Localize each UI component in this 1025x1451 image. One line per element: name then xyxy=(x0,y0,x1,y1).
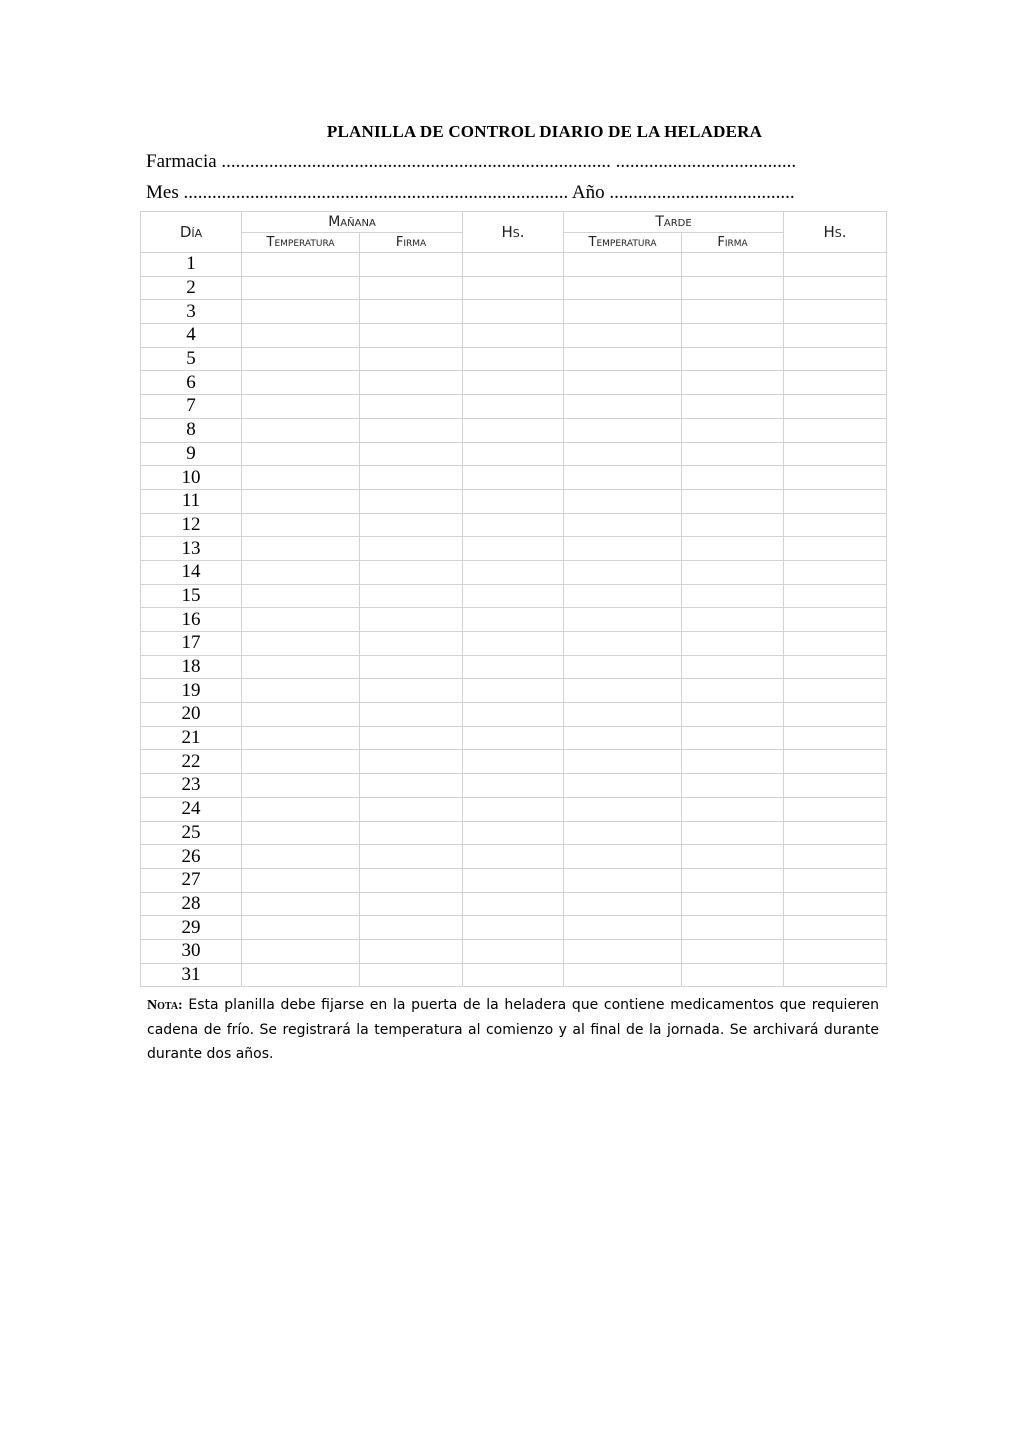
day-number: 27 xyxy=(141,868,242,892)
table-row xyxy=(141,253,887,277)
firma-tarde-cell[interactable] xyxy=(682,537,784,561)
firma-manana-cell[interactable] xyxy=(360,797,463,821)
temperatura-manana-cell[interactable] xyxy=(242,963,360,987)
hs-tarde-cell[interactable] xyxy=(784,750,887,774)
hs-manana-cell[interactable] xyxy=(463,300,564,324)
table-row xyxy=(141,560,887,584)
temperatura-tarde-cell[interactable] xyxy=(564,632,682,656)
firma-tarde-cell[interactable] xyxy=(682,892,784,916)
temperatura-tarde-cell[interactable] xyxy=(564,821,682,845)
temperatura-tarde-cell[interactable] xyxy=(564,868,682,892)
hs-tarde-cell[interactable] xyxy=(784,655,887,679)
temperatura-tarde-cell[interactable] xyxy=(564,513,682,537)
temperatura-tarde-cell[interactable] xyxy=(564,679,682,703)
hs-manana-cell[interactable] xyxy=(463,513,564,537)
temperatura-tarde-cell[interactable] xyxy=(564,726,682,750)
firma-tarde-cell[interactable] xyxy=(682,347,784,371)
temperatura-manana-cell[interactable] xyxy=(242,726,360,750)
firma-tarde-cell[interactable] xyxy=(682,560,784,584)
firma-manana-cell[interactable] xyxy=(360,489,463,513)
firma-manana-cell[interactable] xyxy=(360,845,463,869)
hs-tarde-cell[interactable] xyxy=(784,347,887,371)
temperatura-tarde-cell[interactable] xyxy=(564,892,682,916)
firma-manana-cell[interactable] xyxy=(360,442,463,466)
hs-tarde-cell[interactable] xyxy=(784,726,887,750)
temperatura-manana-cell[interactable] xyxy=(242,395,360,419)
temperatura-tarde-cell[interactable] xyxy=(564,916,682,940)
header-temperatura-tarde: Temperatura xyxy=(564,233,682,253)
hs-tarde-cell[interactable] xyxy=(784,632,887,656)
day-number: 21 xyxy=(141,726,242,750)
table-row xyxy=(141,892,887,916)
temperatura-manana-cell[interactable] xyxy=(242,939,360,963)
temperatura-tarde-cell[interactable] xyxy=(564,845,682,869)
hs-manana-cell[interactable] xyxy=(463,703,564,727)
temperatura-manana-cell[interactable] xyxy=(242,584,360,608)
header-firma-manana: Firma xyxy=(360,233,463,253)
hs-manana-cell[interactable] xyxy=(463,916,564,940)
hs-manana-cell[interactable] xyxy=(463,442,564,466)
firma-manana-cell[interactable] xyxy=(360,418,463,442)
temperatura-tarde-cell[interactable] xyxy=(564,750,682,774)
hs-manana-cell[interactable] xyxy=(463,632,564,656)
hs-tarde-cell[interactable] xyxy=(784,560,887,584)
hs-manana-cell[interactable] xyxy=(463,395,564,419)
temperatura-tarde-cell[interactable] xyxy=(564,347,682,371)
firma-manana-cell[interactable] xyxy=(360,513,463,537)
table-body xyxy=(141,253,887,987)
mes-anio-field: Mes ................................................................................. Año ....................................... xyxy=(146,182,795,203)
day-number: 24 xyxy=(141,797,242,821)
hs-tarde-cell[interactable] xyxy=(784,821,887,845)
firma-tarde-cell[interactable] xyxy=(682,466,784,490)
day-number: 25 xyxy=(141,821,242,845)
hs-manana-cell[interactable] xyxy=(463,655,564,679)
firma-tarde-cell[interactable] xyxy=(682,608,784,632)
firma-manana-cell[interactable] xyxy=(360,963,463,987)
firma-manana-cell[interactable] xyxy=(360,774,463,798)
page-title: PLANILLA DE CONTROL DIARIO DE LA HELADERA xyxy=(326,122,763,141)
temperatura-manana-cell[interactable] xyxy=(242,276,360,300)
hs-tarde-cell[interactable] xyxy=(784,939,887,963)
firma-manana-cell[interactable] xyxy=(360,703,463,727)
hs-manana-cell[interactable] xyxy=(463,324,564,348)
firma-tarde-cell[interactable] xyxy=(682,939,784,963)
temperatura-manana-cell[interactable] xyxy=(242,774,360,798)
firma-tarde-cell[interactable] xyxy=(682,726,784,750)
hs-manana-cell[interactable] xyxy=(463,276,564,300)
table-row xyxy=(141,726,887,750)
hs-tarde-cell[interactable] xyxy=(784,868,887,892)
temperatura-tarde-cell[interactable] xyxy=(564,489,682,513)
firma-manana-cell[interactable] xyxy=(360,300,463,324)
day-number: 20 xyxy=(141,703,242,727)
day-number: 9 xyxy=(141,442,242,466)
hs-tarde-cell[interactable] xyxy=(784,584,887,608)
temperatura-manana-cell[interactable] xyxy=(242,347,360,371)
firma-tarde-cell[interactable] xyxy=(682,395,784,419)
temperatura-tarde-cell[interactable] xyxy=(564,608,682,632)
hs-manana-cell[interactable] xyxy=(463,797,564,821)
firma-manana-cell[interactable] xyxy=(360,868,463,892)
header-manana: Mañana xyxy=(242,212,463,233)
hs-tarde-cell[interactable] xyxy=(784,418,887,442)
temperatura-manana-cell[interactable] xyxy=(242,324,360,348)
day-number: 5 xyxy=(141,347,242,371)
day-number: 13 xyxy=(141,537,242,561)
hs-manana-cell[interactable] xyxy=(463,253,564,277)
temperatura-manana-cell[interactable] xyxy=(242,916,360,940)
temperatura-manana-cell[interactable] xyxy=(242,489,360,513)
temperatura-manana-cell[interactable] xyxy=(242,608,360,632)
hs-manana-cell[interactable] xyxy=(463,868,564,892)
hs-tarde-cell[interactable] xyxy=(784,489,887,513)
temperatura-manana-cell[interactable] xyxy=(242,253,360,277)
firma-tarde-cell[interactable] xyxy=(682,253,784,277)
table-row xyxy=(141,868,887,892)
table-row xyxy=(141,750,887,774)
hs-tarde-cell[interactable] xyxy=(784,276,887,300)
day-number: 15 xyxy=(141,584,242,608)
hs-tarde-cell[interactable] xyxy=(784,703,887,727)
hs-manana-cell[interactable] xyxy=(463,537,564,561)
firma-tarde-cell[interactable] xyxy=(682,489,784,513)
table-row xyxy=(141,347,887,371)
temperatura-tarde-cell[interactable] xyxy=(564,939,682,963)
table-row xyxy=(141,608,887,632)
temperatura-manana-cell[interactable] xyxy=(242,655,360,679)
hs-manana-cell[interactable] xyxy=(463,726,564,750)
firma-manana-cell[interactable] xyxy=(360,276,463,300)
firma-tarde-cell[interactable] xyxy=(682,632,784,656)
hs-manana-cell[interactable] xyxy=(463,347,564,371)
firma-manana-cell[interactable] xyxy=(360,560,463,584)
hs-tarde-cell[interactable] xyxy=(784,466,887,490)
hs-manana-cell[interactable] xyxy=(463,845,564,869)
hs-tarde-cell[interactable] xyxy=(784,300,887,324)
day-number: 26 xyxy=(141,845,242,869)
temperatura-manana-cell[interactable] xyxy=(242,821,360,845)
note-text: Esta planilla debe fijarse en la puerta de la heladera que contiene medicamentos que requieren cadena de frío. Se registrará la temperatura al comienzo y al final de la jornada. Se archivará durante durante dos años. xyxy=(147,997,879,1062)
day-number: 1 xyxy=(141,253,242,277)
table-row xyxy=(141,442,887,466)
hs-tarde-cell[interactable] xyxy=(784,797,887,821)
firma-tarde-cell[interactable] xyxy=(682,797,784,821)
firma-manana-cell[interactable] xyxy=(360,371,463,395)
hs-tarde-cell[interactable] xyxy=(784,963,887,987)
table-row xyxy=(141,324,887,348)
firma-tarde-cell[interactable] xyxy=(682,821,784,845)
table-row xyxy=(141,276,887,300)
firma-tarde-cell[interactable] xyxy=(682,679,784,703)
temperatura-tarde-cell[interactable] xyxy=(564,418,682,442)
firma-manana-cell[interactable] xyxy=(360,253,463,277)
temperatura-tarde-cell[interactable] xyxy=(564,466,682,490)
header-firma-tarde: Firma xyxy=(682,233,784,253)
temperatura-tarde-cell[interactable] xyxy=(564,324,682,348)
table-row xyxy=(141,939,887,963)
temperatura-manana-cell[interactable] xyxy=(242,442,360,466)
temperatura-tarde-cell[interactable] xyxy=(564,797,682,821)
temperatura-tarde-cell[interactable] xyxy=(564,703,682,727)
hs-manana-cell[interactable] xyxy=(463,774,564,798)
table-row xyxy=(141,963,887,987)
firma-tarde-cell[interactable] xyxy=(682,774,784,798)
table-row xyxy=(141,466,887,490)
temperatura-manana-cell[interactable] xyxy=(242,892,360,916)
firma-tarde-cell[interactable] xyxy=(682,300,784,324)
temperatura-manana-cell[interactable] xyxy=(242,418,360,442)
firma-tarde-cell[interactable] xyxy=(682,963,784,987)
firma-manana-cell[interactable] xyxy=(360,821,463,845)
temperatura-manana-cell[interactable] xyxy=(242,679,360,703)
hs-manana-cell[interactable] xyxy=(463,489,564,513)
temperatura-tarde-cell[interactable] xyxy=(564,774,682,798)
hs-tarde-cell[interactable] xyxy=(784,442,887,466)
table-row xyxy=(141,774,887,798)
hs-tarde-cell[interactable] xyxy=(784,679,887,703)
hs-manana-cell[interactable] xyxy=(463,750,564,774)
day-number: 2 xyxy=(141,276,242,300)
temperatura-tarde-cell[interactable] xyxy=(564,371,682,395)
firma-manana-cell[interactable] xyxy=(360,324,463,348)
temperatura-tarde-cell[interactable] xyxy=(564,300,682,324)
table-row xyxy=(141,703,887,727)
table-row xyxy=(141,845,887,869)
temperatura-manana-cell[interactable] xyxy=(242,560,360,584)
hs-manana-cell[interactable] xyxy=(463,371,564,395)
hs-tarde-cell[interactable] xyxy=(784,845,887,869)
hs-manana-cell[interactable] xyxy=(463,939,564,963)
hs-tarde-cell[interactable] xyxy=(784,537,887,561)
farmacia-field: Farmacia .................................................................................. ...................................... xyxy=(146,151,797,172)
day-number: 22 xyxy=(141,750,242,774)
header-tarde: Tarde xyxy=(564,212,784,233)
note xyxy=(147,993,879,1066)
firma-manana-cell[interactable] xyxy=(360,584,463,608)
hs-tarde-cell[interactable] xyxy=(784,324,887,348)
temperatura-manana-cell[interactable] xyxy=(242,868,360,892)
hs-manana-cell[interactable] xyxy=(463,560,564,584)
firma-tarde-cell[interactable] xyxy=(682,418,784,442)
table-row xyxy=(141,797,887,821)
temperatura-manana-cell[interactable] xyxy=(242,371,360,395)
day-number: 29 xyxy=(141,916,242,940)
day-number: 18 xyxy=(141,655,242,679)
note-label: Nota: xyxy=(147,998,183,1013)
day-number: 16 xyxy=(141,608,242,632)
temperatura-tarde-cell[interactable] xyxy=(564,584,682,608)
temperatura-tarde-cell[interactable] xyxy=(564,537,682,561)
hs-manana-cell[interactable] xyxy=(463,418,564,442)
hs-manana-cell[interactable] xyxy=(463,679,564,703)
hs-tarde-cell[interactable] xyxy=(784,916,887,940)
hs-tarde-cell[interactable] xyxy=(784,371,887,395)
table-row xyxy=(141,537,887,561)
table-row xyxy=(141,916,887,940)
header-hs-manana: Hs. xyxy=(463,212,564,253)
temperatura-manana-cell[interactable] xyxy=(242,750,360,774)
temperatura-tarde-cell[interactable] xyxy=(564,276,682,300)
header-hs-tarde: Hs. xyxy=(784,212,887,253)
firma-tarde-cell[interactable] xyxy=(682,703,784,727)
hs-manana-cell[interactable] xyxy=(463,584,564,608)
hs-manana-cell[interactable] xyxy=(463,466,564,490)
table-row xyxy=(141,513,887,537)
temperatura-manana-cell[interactable] xyxy=(242,845,360,869)
header-temperatura-manana: Temperatura xyxy=(242,233,360,253)
table-row xyxy=(141,632,887,656)
hs-tarde-cell[interactable] xyxy=(784,395,887,419)
temperatura-manana-cell[interactable] xyxy=(242,703,360,727)
temperatura-tarde-cell[interactable] xyxy=(564,560,682,584)
day-number: 10 xyxy=(141,466,242,490)
temperatura-tarde-cell[interactable] xyxy=(564,963,682,987)
hs-tarde-cell[interactable] xyxy=(784,513,887,537)
day-number: 12 xyxy=(141,513,242,537)
firma-manana-cell[interactable] xyxy=(360,939,463,963)
day-number: 28 xyxy=(141,892,242,916)
table-row xyxy=(141,418,887,442)
temperatura-manana-cell[interactable] xyxy=(242,797,360,821)
day-number: 14 xyxy=(141,560,242,584)
firma-tarde-cell[interactable] xyxy=(682,442,784,466)
firma-manana-cell[interactable] xyxy=(360,537,463,561)
hs-manana-cell[interactable] xyxy=(463,821,564,845)
firma-manana-cell[interactable] xyxy=(360,679,463,703)
table-row xyxy=(141,395,887,419)
hs-tarde-cell[interactable] xyxy=(784,774,887,798)
firma-tarde-cell[interactable] xyxy=(682,324,784,348)
table-row xyxy=(141,821,887,845)
temperatura-tarde-cell[interactable] xyxy=(564,442,682,466)
firma-manana-cell[interactable] xyxy=(360,632,463,656)
table-row xyxy=(141,679,887,703)
day-number: 3 xyxy=(141,300,242,324)
hs-tarde-cell[interactable] xyxy=(784,253,887,277)
firma-tarde-cell[interactable] xyxy=(682,584,784,608)
temperatura-manana-cell[interactable] xyxy=(242,513,360,537)
control-table xyxy=(140,211,887,987)
firma-tarde-cell[interactable] xyxy=(682,371,784,395)
firma-tarde-cell[interactable] xyxy=(682,655,784,679)
table-row xyxy=(141,371,887,395)
day-number: 19 xyxy=(141,679,242,703)
table-row xyxy=(141,489,887,513)
table-row xyxy=(141,584,887,608)
hs-manana-cell[interactable] xyxy=(463,963,564,987)
firma-tarde-cell[interactable] xyxy=(682,916,784,940)
firma-tarde-cell[interactable] xyxy=(682,845,784,869)
day-number: 17 xyxy=(141,632,242,656)
temperatura-manana-cell[interactable] xyxy=(242,300,360,324)
hs-manana-cell[interactable] xyxy=(463,892,564,916)
day-number: 4 xyxy=(141,324,242,348)
table-row xyxy=(141,300,887,324)
firma-manana-cell[interactable] xyxy=(360,608,463,632)
firma-tarde-cell[interactable] xyxy=(682,868,784,892)
temperatura-tarde-cell[interactable] xyxy=(564,253,682,277)
firma-manana-cell[interactable] xyxy=(360,726,463,750)
firma-manana-cell[interactable] xyxy=(360,750,463,774)
table-row xyxy=(141,655,887,679)
temperatura-manana-cell[interactable] xyxy=(242,632,360,656)
firma-manana-cell[interactable] xyxy=(360,892,463,916)
hs-tarde-cell[interactable] xyxy=(784,892,887,916)
firma-manana-cell[interactable] xyxy=(360,347,463,371)
day-number: 23 xyxy=(141,774,242,798)
hs-manana-cell[interactable] xyxy=(463,608,564,632)
day-number: 30 xyxy=(141,939,242,963)
day-number: 6 xyxy=(141,371,242,395)
hs-tarde-cell[interactable] xyxy=(784,608,887,632)
day-number: 7 xyxy=(141,395,242,419)
firma-manana-cell[interactable] xyxy=(360,655,463,679)
temperatura-tarde-cell[interactable] xyxy=(564,655,682,679)
firma-tarde-cell[interactable] xyxy=(682,513,784,537)
firma-manana-cell[interactable] xyxy=(360,466,463,490)
firma-manana-cell[interactable] xyxy=(360,395,463,419)
firma-manana-cell[interactable] xyxy=(360,916,463,940)
temperatura-manana-cell[interactable] xyxy=(242,466,360,490)
firma-tarde-cell[interactable] xyxy=(682,750,784,774)
day-number: 11 xyxy=(141,489,242,513)
temperatura-manana-cell[interactable] xyxy=(242,537,360,561)
firma-tarde-cell[interactable] xyxy=(682,276,784,300)
day-number: 8 xyxy=(141,418,242,442)
day-number: 31 xyxy=(141,963,242,987)
header-dia: Día xyxy=(141,212,242,253)
temperatura-tarde-cell[interactable] xyxy=(564,395,682,419)
